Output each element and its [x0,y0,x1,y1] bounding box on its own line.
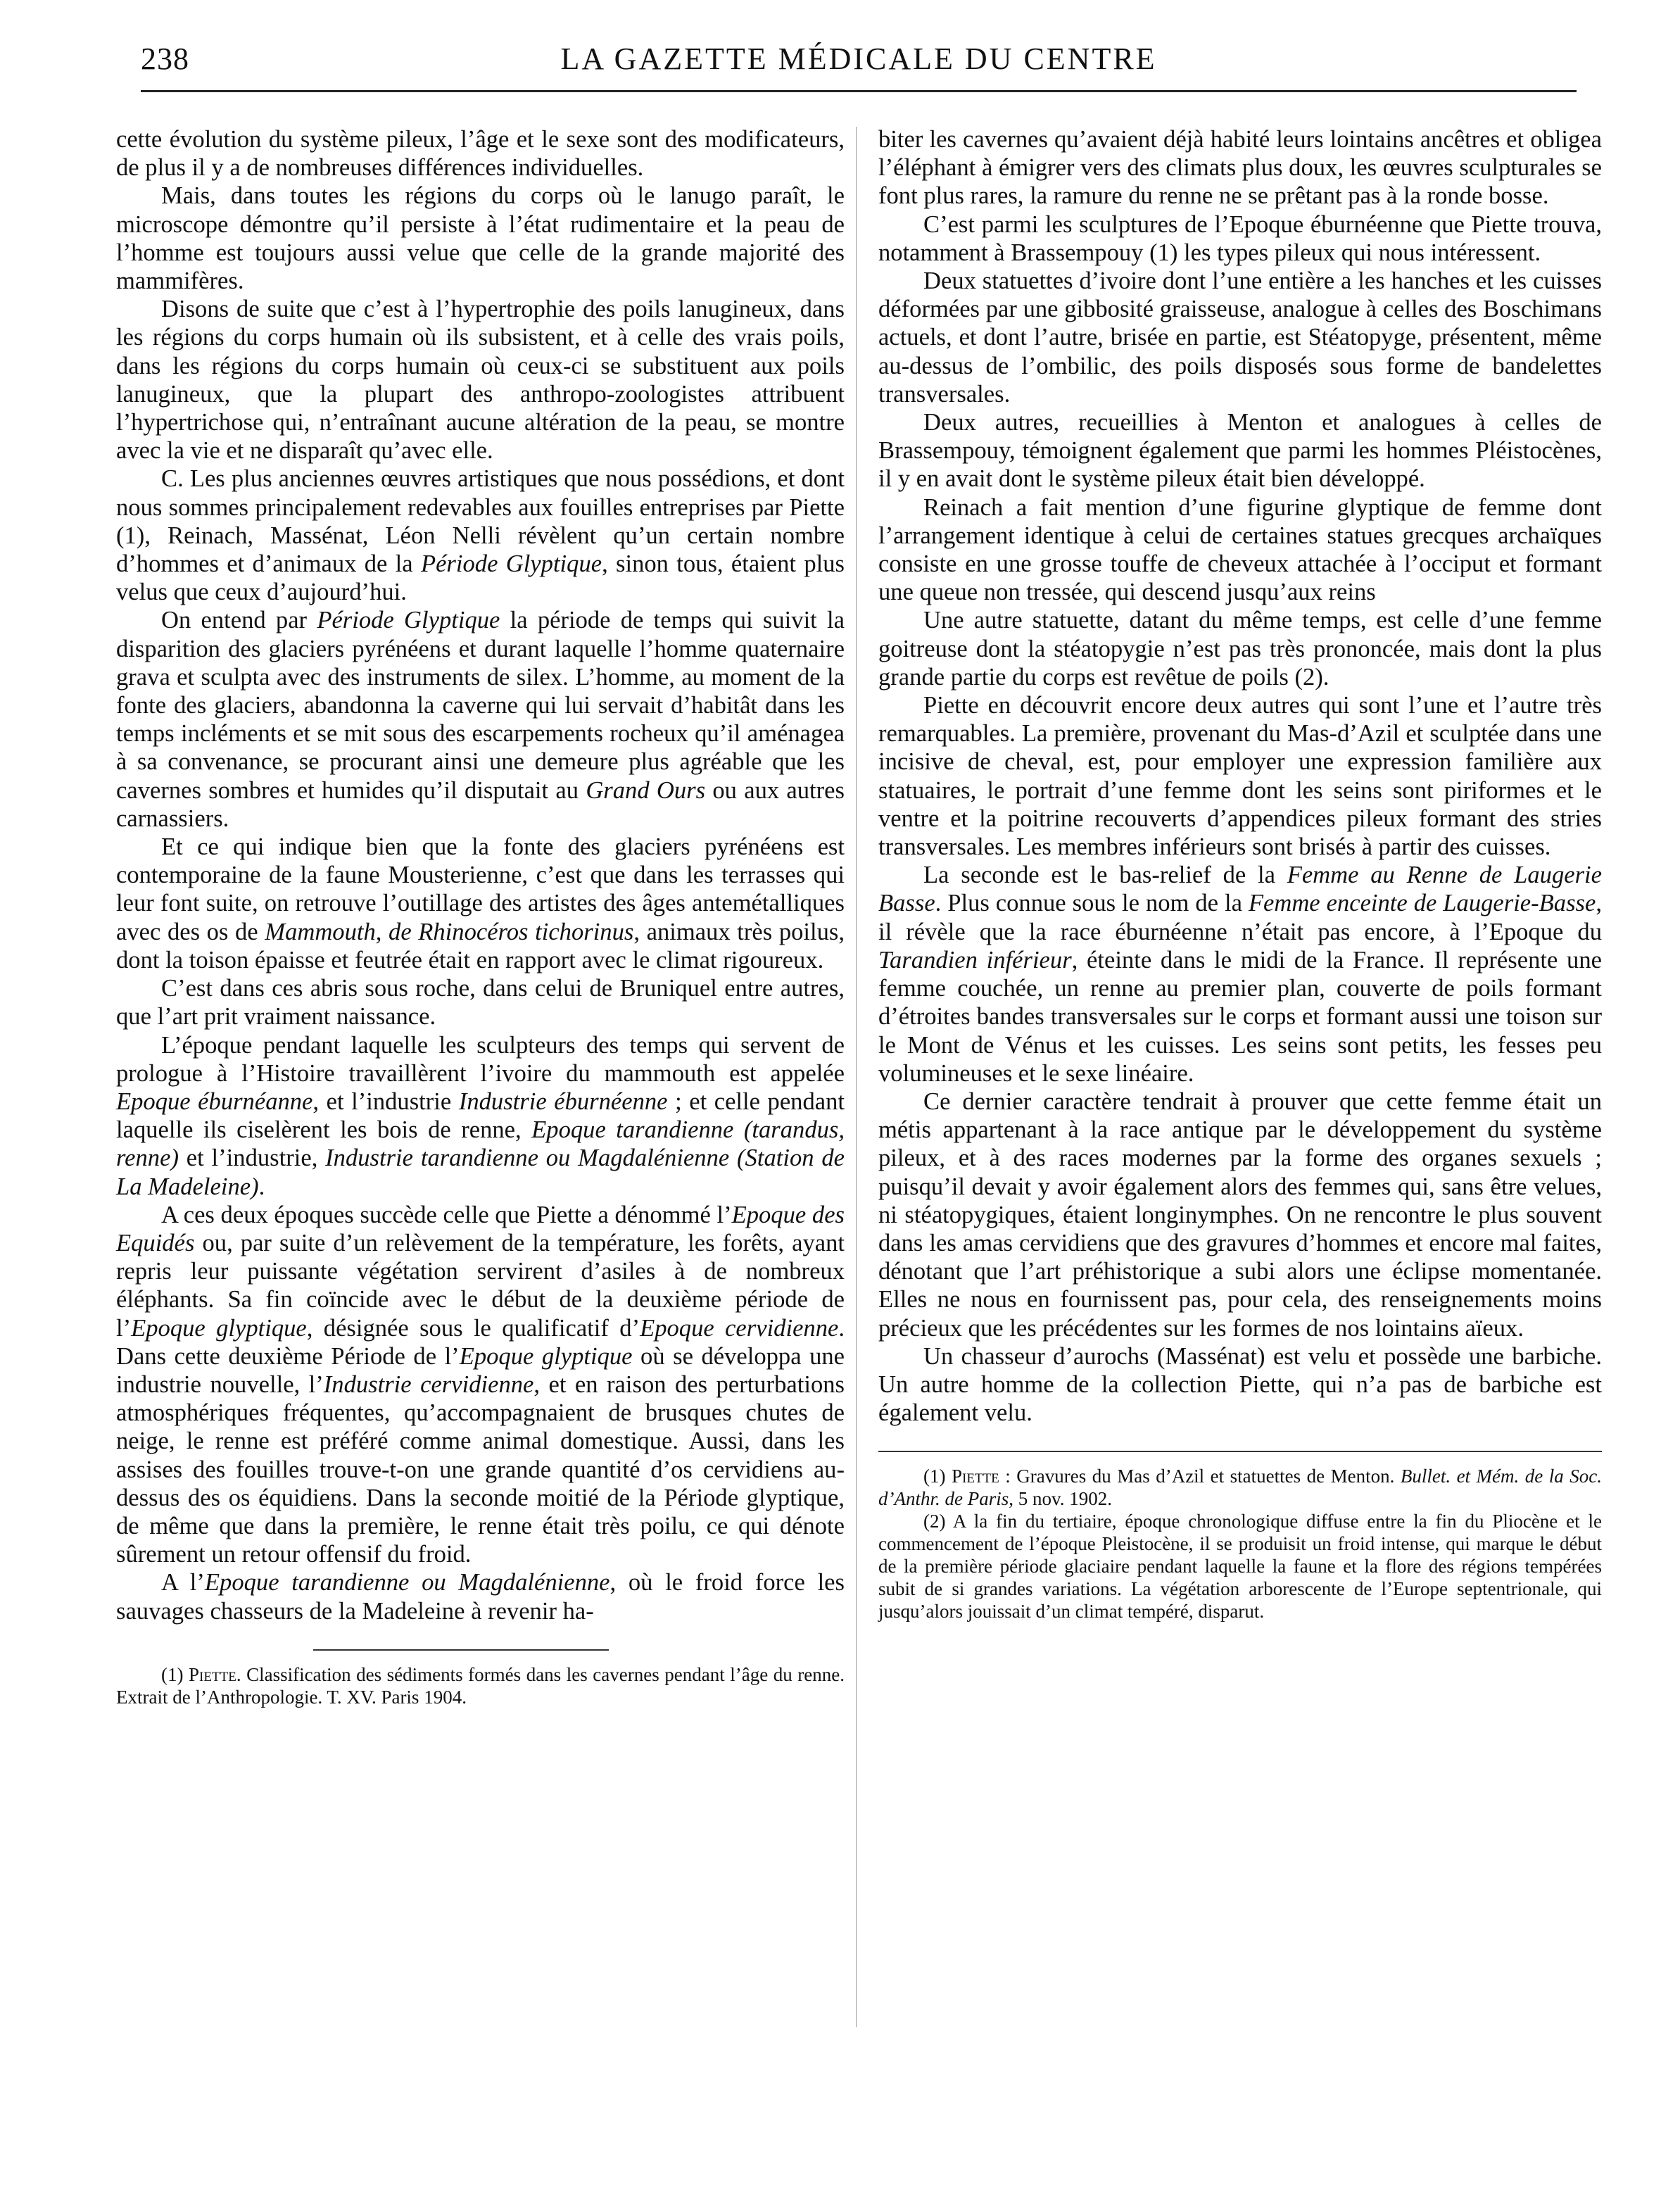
paragraph: Et ce qui indique bien que la fonte des glaciers pyrénéens est contemporaine de la faune Mousterienne, c’est que dans les terrasses qui leur font suite, on retrouve l’outillage des artistes des âges antemétalliques avec des os de Mammouth, de Rhinocéros tichorinus, animaux très poilus, dont la toison épaisse et feutrée était en rapport avec le climat rigoureux. [116,833,845,974]
paragraph: A l’Epoque tarandienne ou Magdalénienne, où le froid force les sauvages chasseurs de la Madeleine à revenir ha- [116,1569,845,1625]
footnote: (1) Piette : Gravures du Mas d’Azil et statuettes de Menton. Bullet. et Mém. de la Soc. d’Anthr. de Paris, 5 nov. 1902. [878,1466,1602,1510]
paragraph: biter les cavernes qu’avaient déjà habité leurs lointains ancêtres et obligea l’éléphant à émigrer vers des climats plus doux, les œuvres sculpturales se font plus rares, la ramure du renne ne se prêtant pas à la ronde bosse. [878,126,1602,210]
page-header [141,41,1577,83]
paragraph: C. Les plus anciennes œuvres artistiques que nous possédions, et dont nous sommes principalement redevables aux fouilles entreprises par Piette (1), Reinach, Massénat, Léon Nelli révèlent qu’un certain nombre d’hommes et d’animaux de la Période Glyptique, sinon tous, étaient plus velus que ceux d’aujourd’hui. [116,465,845,606]
paragraph: Deux autres, recueillies à Menton et analogues à celles de Brassempouy, témoignent également que parmi les hommes Pléistocènes, il y en avait dont le système pileux était bien développé. [878,409,1602,493]
paragraph: Deux statuettes d’ivoire dont l’une entière a les hanches et les cuisses déformées par une gibbosité graisseuse, analogue à celles des Boschimans actuels, et dont l’autre, brisée en partie, est Stéatopyge, présentent, même au-dessus de l’ombilic, des poils disposés sous forme de bandelettes transversales. [878,267,1602,408]
paragraph: Ce dernier caractère tendrait à prouver que cette femme était un métis appartenant à la race antique par le développement du système pileux, et à des races modernes par la forme des organes sexuels ; puisqu’il devait y avoir également alors des femmes qui, sans être velues, ni stéatopygiques, étaient longinymphes. On ne rencontre le plus souvent dans les amas cervidiens que des gravures d’hommes et encore mal faites, dénotant que l’art préhistorique a subi alors une éclipse momentanée. Elles ne nous en fournissent pas, pour cela, des renseignements moins précieux que les précédentes sur les formes de nos lointains aïeux. [878,1088,1602,1342]
paragraph: A ces deux époques succède celle que Piette a dénommé l’Epoque des Equidés ou, par suite d’un relèvement de la température, les forêts, ayant repris leur puissante végétation servirent d’asiles à de nombreux éléphants. Sa fin coïncide avec le début de la deuxième période de l’Epoque glyptique, désignée sous le qualificatif d’Epoque cervidienne. Dans cette deuxième Période de l’Epoque glyptique où se développa une industrie nouvelle, l’Industrie cervidienne, et en raison des perturbations atmosphériques fréquentes, qu’accompagnaient de brusques chutes de neige, le renne est préféré comme animal domestique. Aussi, dans les assises des fouilles trouve-t-on une grande quantité d’os cervidiens au-dessus des os équidiens. Dans la seconde moitié de la Période glyptique, de même que dans la première, le renne était très poilu, ce qui dénote sûrement un retour offensif du froid. [116,1201,845,1568]
paragraph: cette évolution du système pileux, l’âge et le sexe sont des modificateurs, de plus il y a de nombreuses différences individuelles. [116,126,845,182]
footnote-rule [313,1649,609,1651]
paragraph: On entend par Période Glyptique la période de temps qui suivit la disparition des glaciers pyrénéens et durant laquelle l’homme quaternaire grava et sculpta avec des instruments de silex. L’homme, au moment de la fonte des glaciers, abandonna la caverne qui lui servait d’habitât dans les temps incléments et se mit sous des escarpements rocheux qu’il aménagea à sa convenance, se procurant ainsi une demeure plus agréable que les cavernes sombres et humides qu’il disputait au Grand Ours ou aux autres carnassiers. [116,607,845,832]
page-number: 238 [141,42,189,76]
header-rule [141,90,1577,92]
paragraph: Un chasseur d’aurochs (Massénat) est velu et possède une barbiche. Un autre homme de la collection Piette, qui n’a pas de barbiche est également velu. [878,1342,1602,1427]
paragraph: C’est dans ces abris sous roche, dans celui de Bruniquel entre autres, que l’art prit vraiment naissance. [116,975,845,1031]
paragraph: Piette en découvrit encore deux autres qui sont l’une et l’autre très remarquables. La première, provenant du Mas-d’Azil et sculptée dans une incisive de cheval, est, pour employer une expression familière aux statuaires, le portrait d’une femme dont les seins sont piriformes et le ventre et la poitrine recouverts d’appendices pileux formant des stries transversales. Les membres inférieurs sont brisés à partir des cuisses. [878,692,1602,861]
right-column [878,125,1602,1623]
left-column [116,125,845,1708]
paragraph: La seconde est le bas-relief de la Femme au Renne de Laugerie Basse. Plus connue sous le nom de la Femme enceinte de Laugerie-Basse, il révèle que la race éburnéenne n’était pas encore, à l’Epoque du Tarandien inférieur, éteinte dans le midi de la France. Il représente une femme couchée, un renne au premier plan, couverte de poils formant d’étroites bandes transversales sur le corps et formant aussi une toison sur le Mont de Vénus et les cuisses. Les seins sont petits, les fesses peu volumineuses et le sexe linéaire. [878,862,1603,1087]
paragraph: L’époque pendant laquelle les sculpteurs des temps qui servent de prologue à l’Histoire travaillèrent l’ivoire du mammouth est appelée Epoque éburnéanne, et l’industrie Industrie éburnéenne ; et celle pendant laquelle ils ciselèrent les bois de renne, Epoque tarandienne (tarandus, renne) et l’industrie, Industrie tarandienne ou Magdalénienne (Station de La Madeleine). [116,1031,845,1200]
column-divider [856,127,857,2027]
paragraph: Disons de suite que c’est à l’hypertrophie des poils lanugineux, dans les régions du corps humain où ils subsistent, et à celle des vrais poils, dans les régions du corps humain où ceux-ci se substituent aux poils lanugineux, que la plupart des anthropo-zoologistes attribuent l’hypertrichose qui, n’entraînant aucune altération de la peau, se montre avec la vie et ne disparaît qu’avec elle. [116,296,845,465]
footnote-rule [878,1451,1602,1452]
paragraph: C’est parmi les sculptures de l’Epoque éburnéenne que Piette trouva, notamment à Brassempouy (1) les types pileux qui nous intéressent. [878,210,1602,266]
paragraph: Mais, dans toutes les régions du corps où le lanugo paraît, le microscope démontre qu’il persiste à l’état rudimentaire et la peau de l’homme est toujours aussi velue que celle de la grande majorité des mammifères. [116,182,845,295]
paragraph: Une autre statuette, datant du même temps, est celle d’une femme goitreuse dont la stéatopygie n’est pas très prononcée, mais dont la plus grande partie du corps est revêtue de poils (2). [878,607,1602,691]
journal-title: LA GAZETTE MÉDICALE DU CENTRE [560,42,1157,76]
footnote: (1) Piette. Classification des sédiments formés dans les cavernes pendant l’âge du renne. Extrait de l’Anthropologie. T. XV. Paris 1904. [116,1663,845,1708]
footnote: (2) A la fin du tertiaire, époque chronologique diffuse entre la fin du Pliocène et le commencement de l’époque Pleistocène, il se produisit un froid intense, qui marque le début de la première période glaciaire pendant laquelle la faune et la flore des régions tempérées subit de si grandes variations. La végétation arborescente de l’Europe septentrionale, qui jusqu’alors jouissait d’un climat tempéré, disparut. [878,1511,1602,1623]
paragraph: Reinach a fait mention d’une figurine glyptique de femme dont l’arrangement identique à celui de certaines statues grecques archaïques consiste en une grosse touffe de cheveux attachée à l’occiput et formant une queue non tressée, qui descend jusqu’aux reins [878,493,1602,606]
